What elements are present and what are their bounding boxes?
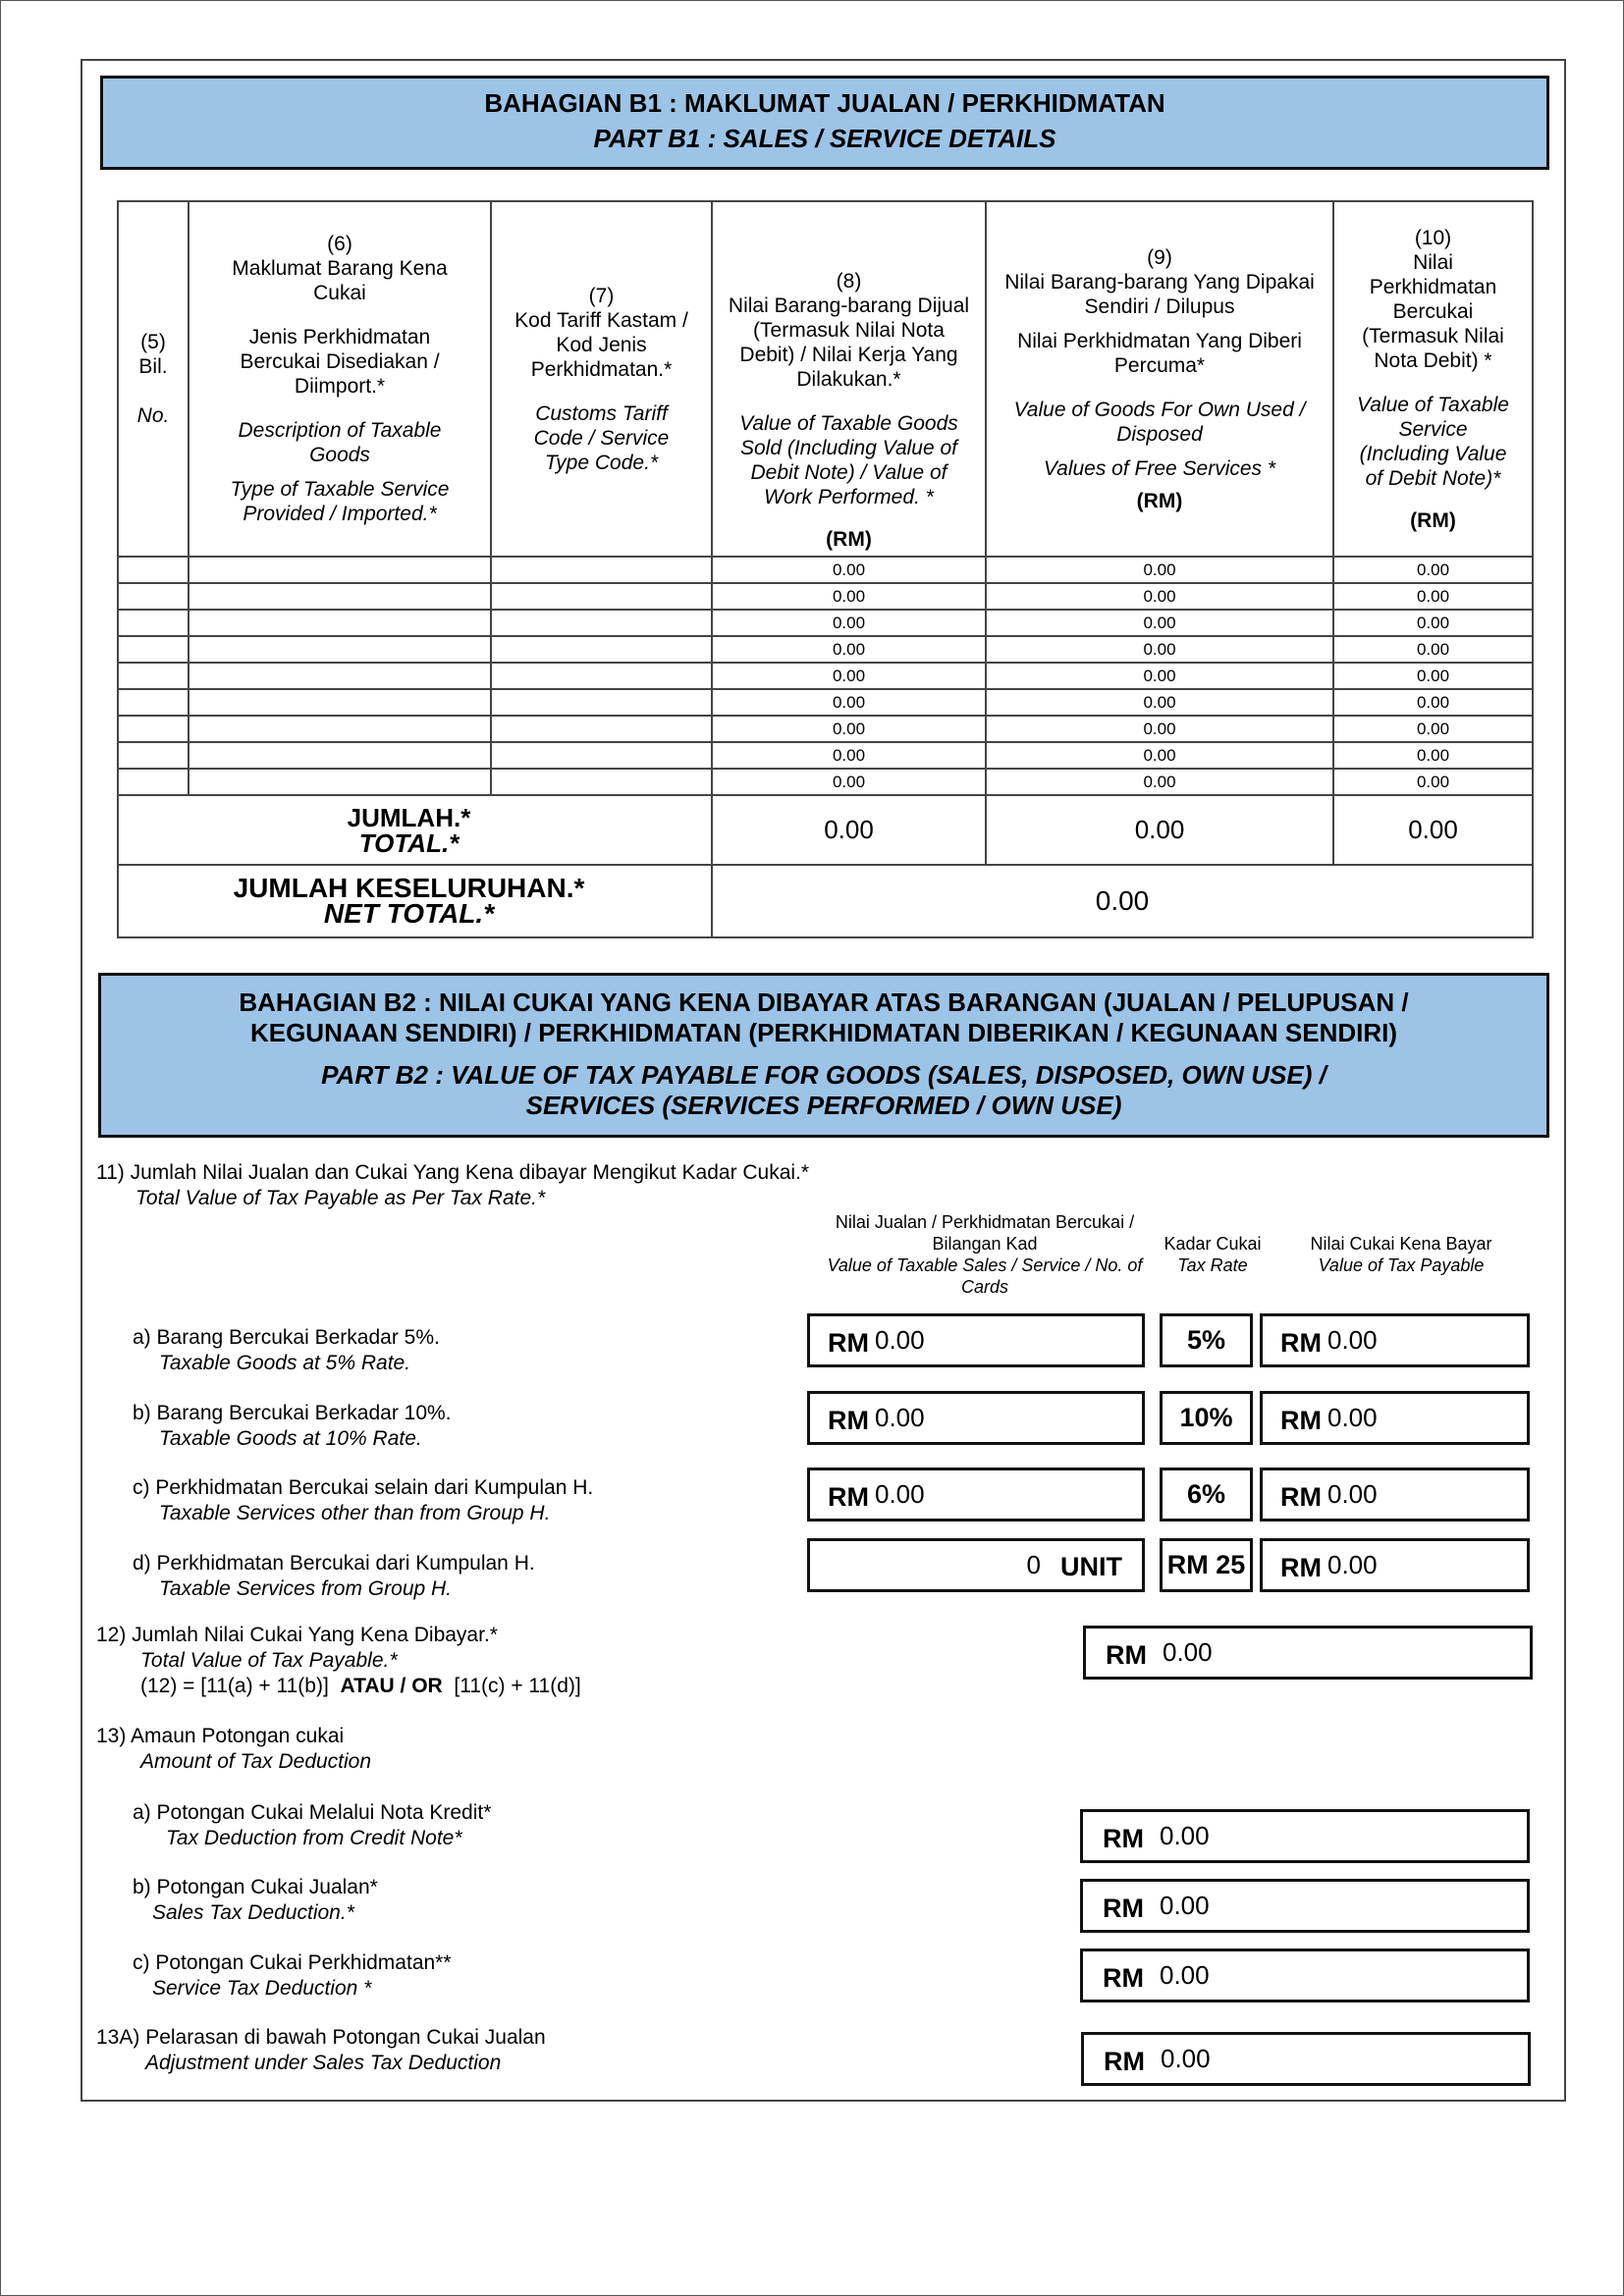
table-row <box>118 636 1533 663</box>
row-tariff-code-cell[interactable] <box>491 583 712 610</box>
part-b2-title-ms-1: BAHAGIAN B2 : NILAI CUKAI YANG KENA DIBAYAR ATAS BARANGAN (JUALAN / PELUPUSAN / <box>239 988 1409 1017</box>
total-goods-sold[interactable]: 0.00 <box>712 795 986 865</box>
row-goods-sold-cell[interactable]: 0.00 <box>712 663 986 689</box>
row-own-use-cell[interactable]: 0.00 <box>986 742 1333 769</box>
row-no-cell[interactable] <box>118 557 189 583</box>
col-header-tariff-code: (7) Kod Tariff Kastam / Kod Jenis Perkhidmatan.* Customs Tariff Code / Service Type Code.* <box>491 201 712 557</box>
q11d-label: d) Perkhidmatan Bercukai dari Kumpulan H. Taxable Services from Group H. <box>133 1552 535 1600</box>
row-description-cell[interactable] <box>189 716 491 742</box>
row-description-cell[interactable] <box>189 663 491 689</box>
row-own-use-cell[interactable]: 0.00 <box>986 636 1333 663</box>
row-no-cell[interactable] <box>118 716 189 742</box>
net-total-value[interactable]: 0.00 <box>712 865 1533 937</box>
table-row <box>118 716 1533 742</box>
q12-total-tax-field[interactable]: RM 0.00 <box>1083 1626 1533 1680</box>
row-tariff-code-cell[interactable] <box>491 716 712 742</box>
row-goods-sold-cell[interactable]: 0.00 <box>712 557 986 583</box>
col-header-goods-sold: (8) Nilai Barang-barang Dijual (Termasuk Nilai Nota Debit) / Nilai Kerja Yang Dilakukan.* Value of Taxable Goods Sold (Including Value of Debit Note) / Value of Work Performed. * (RM) <box>712 201 986 557</box>
row-taxable-service-cell[interactable]: 0.00 <box>1333 583 1533 610</box>
row-description-cell[interactable] <box>189 583 491 610</box>
row-tariff-code-cell[interactable] <box>491 769 712 795</box>
q13a-adjustment-label: 13A) Pelarasan di bawah Potongan Cukai Jualan Adjustment under Sales Tax Deduction <box>96 2026 546 2074</box>
row-description-cell[interactable] <box>189 557 491 583</box>
row-description-cell[interactable] <box>189 610 491 636</box>
table-row <box>118 557 1533 583</box>
row-taxable-service-cell[interactable]: 0.00 <box>1333 610 1533 636</box>
row-own-use-cell[interactable]: 0.00 <box>986 769 1333 795</box>
row-tariff-code-cell[interactable] <box>491 689 712 716</box>
q11b-value-field[interactable]: RM 0.00 <box>807 1391 1145 1445</box>
row-tariff-code-cell[interactable] <box>491 663 712 689</box>
total-taxable-service[interactable]: 0.00 <box>1333 795 1533 865</box>
q12-label: 12) Jumlah Nilai Cukai Yang Kena Dibayar.* Total Value of Tax Payable.* (12) = [11(a) + 11(b)] ATAU / OR [11(c) + 11(d)] <box>96 1624 581 1697</box>
table-row <box>118 663 1533 689</box>
q13-label: 13) Amaun Potongan cukai Amount of Tax Deduction <box>96 1725 372 1773</box>
row-no-cell[interactable] <box>118 583 189 610</box>
q11d-tax-field[interactable]: RM 0.00 <box>1260 1538 1530 1592</box>
q11b-label: b) Barang Bercukai Berkadar 10%. Taxable Goods at 10% Rate. <box>133 1402 452 1450</box>
table-row <box>118 689 1533 716</box>
part-b1-title-en: PART B1 : SALES / SERVICE DETAILS <box>593 124 1056 153</box>
net-total-label: JUMLAH KESELURUHAN.* NET TOTAL.* <box>118 865 712 937</box>
part-b1-header <box>100 76 1549 170</box>
table-header-row <box>118 201 1533 557</box>
row-taxable-service-cell[interactable]: 0.00 <box>1333 557 1533 583</box>
q11c-tax-field[interactable]: RM 0.00 <box>1260 1468 1530 1522</box>
part-b2-title-ms-2: KEGUNAAN SENDIRI) / PERKHIDMATAN (PERKHIDMATAN DIBERIKAN / KEGUNAAN SENDIRI) <box>249 1018 1398 1047</box>
row-tariff-code-cell[interactable] <box>491 636 712 663</box>
row-taxable-service-cell[interactable]: 0.00 <box>1333 716 1533 742</box>
total-label: JUMLAH.* TOTAL.* <box>118 795 712 865</box>
part-b1-title-ms: BAHAGIAN B1 : MAKLUMAT JUALAN / PERKHIDMATAN <box>484 88 1165 118</box>
q13b-sales-tax-deduction-field[interactable]: RM 0.00 <box>1080 1879 1530 1933</box>
row-description-cell[interactable] <box>189 769 491 795</box>
row-no-cell[interactable] <box>118 610 189 636</box>
row-taxable-service-cell[interactable]: 0.00 <box>1333 636 1533 663</box>
q13b-label: b) Potongan Cukai Jualan* Sales Tax Deduction.* <box>133 1876 378 1924</box>
q13c-service-tax-deduction-field[interactable]: RM 0.00 <box>1080 1949 1530 2002</box>
part-b2-header <box>98 973 1549 1138</box>
q11-col-rate-header: Kadar Cukai Tax Rate <box>1164 1234 1262 1275</box>
row-taxable-service-cell[interactable]: 0.00 <box>1333 663 1533 689</box>
q12-formula: (12) = [11(a) + 11(b)] ATAU / OR [11(c) + 11(d)] <box>140 1675 581 1697</box>
total-own-use[interactable]: 0.00 <box>986 795 1333 865</box>
row-no-cell[interactable] <box>118 636 189 663</box>
net-total-row <box>118 865 1533 937</box>
q11d-rate: RM 25 <box>1160 1538 1253 1592</box>
row-no-cell[interactable] <box>118 663 189 689</box>
q11c-value-field[interactable]: RM 0.00 <box>807 1468 1145 1522</box>
row-tariff-code-cell[interactable] <box>491 557 712 583</box>
row-tariff-code-cell[interactable] <box>491 610 712 636</box>
total-row <box>118 795 1533 865</box>
table-row <box>118 583 1533 610</box>
q11b-rate: 10% <box>1160 1391 1253 1445</box>
row-own-use-cell[interactable]: 0.00 <box>986 663 1333 689</box>
q13a-credit-note-field[interactable]: RM 0.00 <box>1080 1809 1530 1863</box>
row-goods-sold-cell[interactable]: 0.00 <box>712 583 986 610</box>
q11-col-value-header: Nilai Jualan / Perkhidmatan Bercukai / Bilangan Kad Value of Taxable Sales / Service / No. of Cards <box>827 1212 1143 1297</box>
col-header-taxable-service: (10) Nilai Perkhidmatan Bercukai (Termasuk Nilai Nota Debit) * Value of Taxable Service (Including Value of Debit Note)* (RM) <box>1333 201 1533 557</box>
part-b2-title-en-1: PART B2 : VALUE OF TAX PAYABLE FOR GOODS (SALES, DISPOSED, OWN USE) / <box>321 1060 1326 1090</box>
row-taxable-service-cell[interactable]: 0.00 <box>1333 689 1533 716</box>
table-row <box>118 769 1533 795</box>
row-description-cell[interactable] <box>189 636 491 663</box>
row-goods-sold-cell[interactable]: 0.00 <box>712 716 986 742</box>
row-goods-sold-cell[interactable]: 0.00 <box>712 689 986 716</box>
q11-heading: 11) Jumlah Nilai Jualan dan Cukai Yang Kena dibayar Mengikut Kadar Cukai.* Total Value of Tax Payable as Per Tax Rate.* <box>96 1161 810 1209</box>
row-own-use-cell[interactable]: 0.00 <box>986 689 1333 716</box>
row-own-use-cell[interactable]: 0.00 <box>986 716 1333 742</box>
q11-col-tax-header: Nilai Cukai Kena Bayar Value of Tax Payable <box>1310 1234 1492 1275</box>
row-description-cell[interactable] <box>189 689 491 716</box>
row-own-use-cell[interactable]: 0.00 <box>986 583 1333 610</box>
row-taxable-service-cell[interactable]: 0.00 <box>1333 742 1533 769</box>
q11a-rate: 5% <box>1160 1313 1253 1367</box>
q13a-adjustment-field[interactable]: RM 0.00 <box>1081 2032 1531 2086</box>
q11d-units-field[interactable]: 0 UNIT <box>807 1538 1145 1592</box>
row-own-use-cell[interactable]: 0.00 <box>986 610 1333 636</box>
row-goods-sold-cell[interactable]: 0.00 <box>712 742 986 769</box>
sales-service-table <box>117 200 1534 938</box>
row-no-cell[interactable] <box>118 689 189 716</box>
table-row <box>118 742 1533 769</box>
q11b-tax-field[interactable]: RM 0.00 <box>1260 1391 1530 1445</box>
row-goods-sold-cell[interactable]: 0.00 <box>712 769 986 795</box>
q13a-label: a) Potongan Cukai Melalui Nota Kredit* Tax Deduction from Credit Note* <box>133 1801 492 1849</box>
row-goods-sold-cell[interactable]: 0.00 <box>712 610 986 636</box>
row-own-use-cell[interactable]: 0.00 <box>986 557 1333 583</box>
row-tariff-code-cell[interactable] <box>491 742 712 769</box>
col-header-description: (6) Maklumat Barang Kena Cukai Jenis Perkhidmatan Bercukai Disediakan / Diimport.* Description of Taxable Goods Type of Taxable Service Provided / Imported.* <box>189 201 491 557</box>
row-taxable-service-cell[interactable]: 0.00 <box>1333 769 1533 795</box>
q13c-label: c) Potongan Cukai Perkhidmatan** Service Tax Deduction * <box>133 1951 452 2000</box>
q11c-rate: 6% <box>1160 1468 1253 1522</box>
col-header-own-use: (9) Nilai Barang-barang Yang Dipakai Sendiri / Dilupus Nilai Perkhidmatan Yang Diberi Percuma* Value of Goods For Own Used / Disposed Values of Free Services * (RM) <box>986 201 1333 557</box>
part-b2-title-en-2: SERVICES (SERVICES PERFORMED / OWN USE) <box>525 1091 1122 1120</box>
table-row <box>118 610 1533 636</box>
q11a-value-field[interactable]: RM 0.00 <box>807 1313 1145 1367</box>
row-no-cell[interactable] <box>118 742 189 769</box>
row-goods-sold-cell[interactable]: 0.00 <box>712 636 986 663</box>
row-no-cell[interactable] <box>118 769 189 795</box>
q11a-tax-field[interactable]: RM 0.00 <box>1260 1313 1530 1367</box>
q11a-label: a) Barang Bercukai Berkadar 5%. Taxable Goods at 5% Rate. <box>133 1326 440 1374</box>
q11c-label: c) Perkhidmatan Bercukai selain dari Kumpulan H. Taxable Services other than from Group H. <box>133 1476 594 1524</box>
row-description-cell[interactable] <box>189 742 491 769</box>
col-header-no: (5) Bil. No. <box>118 201 189 557</box>
